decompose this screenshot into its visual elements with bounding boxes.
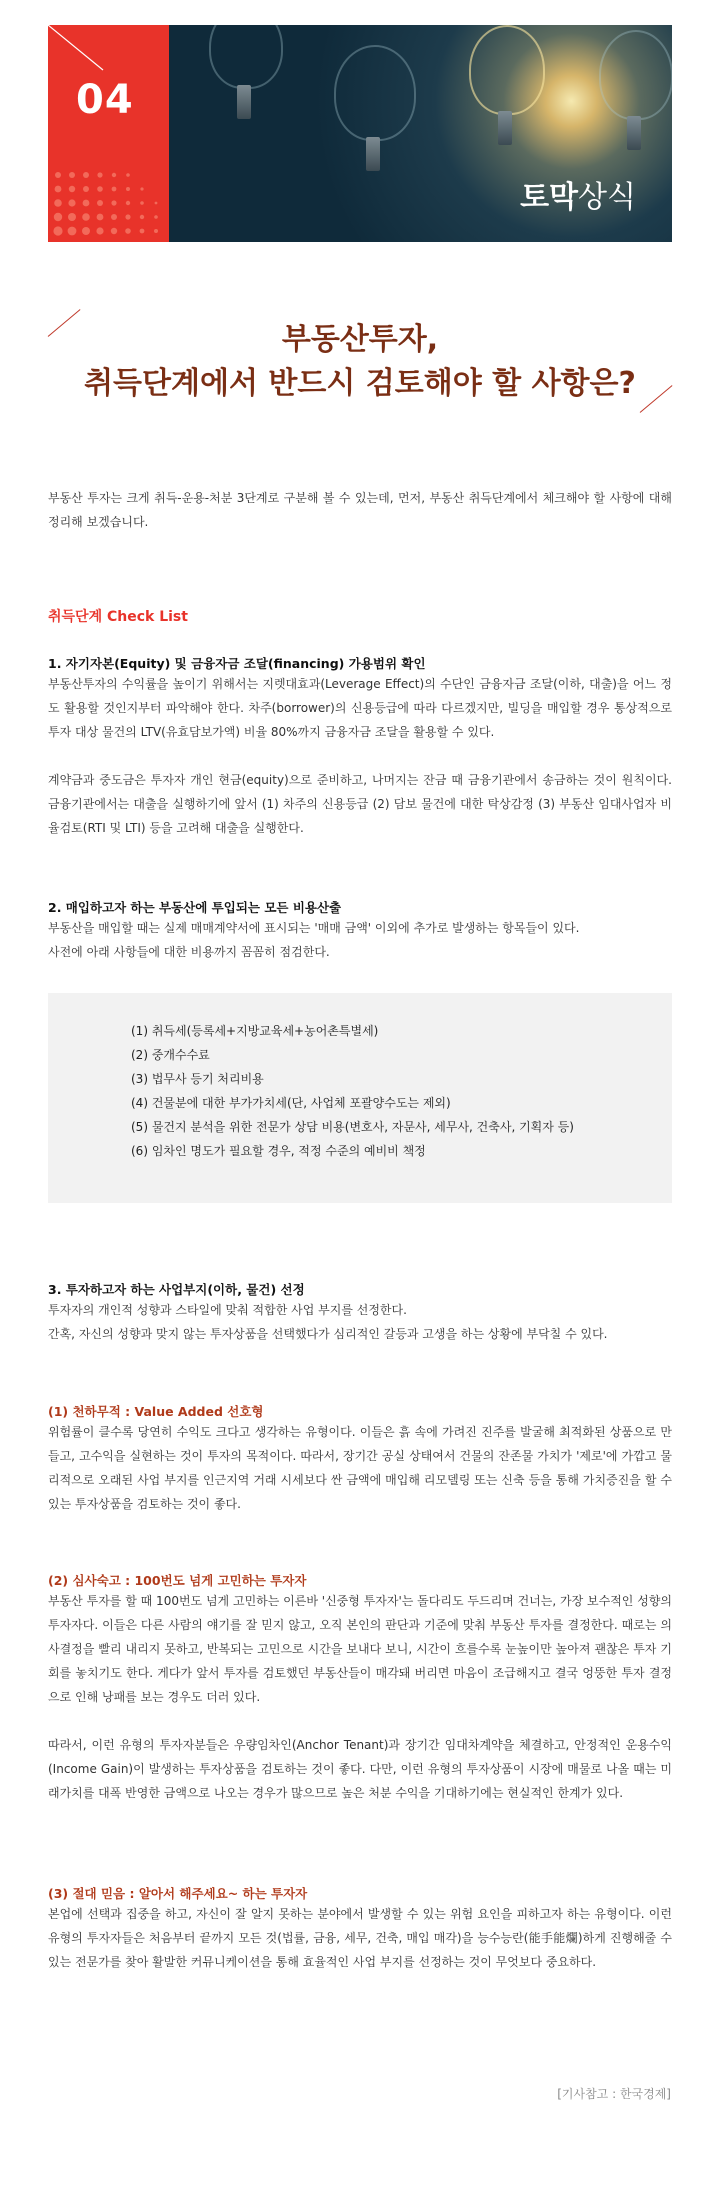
section-1-paragraph-1: 부동산투자의 수익률을 높이기 위해서는 지렛대효과(Leverage Effect)의 수단인 금융자금 조달(이하, 대출)을 어느 정도 활용할 것인지부터 파악해야 한다. 차주(borrower)의 신용등급에 따라 다르겠지만, 빌딩을 매입할 경우 통상적으로 투자 대상 물건의 LTV(유효담보가액) 비율 80%까지 금융자금 조달을 활용할 수 있다. [48, 677, 672, 739]
source-credit: [기사참고 : 한국경제] [557, 2087, 671, 2101]
list-item: (5) 물건지 분석을 위한 전문가 상담 비용(변호사, 자문사, 세무사, 건축사, 기획자 등) [131, 1120, 574, 1134]
lightbulb-base-icon [366, 137, 380, 171]
intro-paragraph: 부동산 투자는 크게 취득-운용-처분 3단계로 구분해 볼 수 있는데, 먼저, 부동산 취득단계에서 체크해야 할 사항에 대해 정리해 보겠습니다. [48, 491, 672, 529]
banner-title-bold: 토막 [520, 180, 579, 215]
type-2-paragraph-2: 따라서, 이런 유형의 투자자분들은 우량임차인(Anchor Tenant)과 장기간 임대차계약을 체결하고, 안정적인 운용수익(Income Gain)이 발생하는 투자상품을 검토하는 것이 좋다. 다만, 이런 유형의 투자상품이 시장에 매물로 나올 때는 미래가치를 대폭 반영한 금액으로 나오는 경우가 많으므로 높은 처분 수익을 기대하기에는 현실적인 한계가 있다. [48, 1738, 672, 1800]
list-item: (6) 임차인 명도가 필요할 경우, 적정 수준의 예비비 책정 [131, 1144, 426, 1158]
lightbulb-icon [469, 25, 545, 115]
type-1-paragraph: 위험률이 클수록 당연히 수익도 크다고 생각하는 유형이다. 이들은 흙 속에 가려진 진주를 발굴해 최적화된 상품으로 만들고, 고수익을 실현하는 것이 투자의 목적이다. 따라서, 장기간 공실 상태여서 건물의 잔존물 가치가 '제로'에 가깝고 물리적으로 오래된 사업 부지를 인근지역 거래 시세보다 싼 금액에 매입해 리모델링 또는 신축 등을 통해 가치증진을 할 수 있는 투자상품을 검토하는 것이 좋다. [48, 1425, 672, 1511]
header-banner [48, 25, 672, 242]
type-3-heading: (3) 절대 믿음 : 알아서 해주세요~ 하는 투자자 [48, 1886, 308, 1901]
section-2-paragraph-1: 부동산을 매입할 때는 실제 매매계약서에 표시되는 '매매 금액' 이외에 추가로 발생하는 항목들이 있다. [48, 921, 580, 935]
section-1-paragraph-2: 계약금과 중도금은 투자자 개인 현금(equity)으로 준비하고, 나머지는 잔금 때 금융기관에서 송금하는 것이 원칙이다. 금융기관에서는 대출을 실행하기에 앞서 (1) 차주의 신용등급 (2) 담보 물건에 대한 탁상감정 (3) 부동산 임대사업자 비율검토(RTI 및 LTI) 등을 고려해 대출을 실행한다. [48, 773, 672, 835]
banner-title [520, 172, 636, 216]
section-3-heading: 3. 투자하고자 하는 사업부지(이하, 물건) 선정 [48, 1282, 305, 1297]
article-title [48, 318, 672, 406]
lightbulb-base-icon [627, 116, 641, 150]
list-item: (4) 건물분에 대한 부가가치세(단, 사업체 포괄양수도는 제외) [131, 1096, 451, 1110]
section-2-heading: 2. 매입하고자 하는 부동산에 투입되는 모든 비용산출 [48, 900, 342, 915]
list-item: (2) 중개수수료 [131, 1048, 210, 1062]
lightbulb-base-icon [498, 111, 512, 145]
section-2-paragraph-2: 사전에 아래 사항들에 대한 비용까지 꼼꼼히 점검한다. [48, 945, 330, 959]
type-2-heading: (2) 심사숙고 : 100번도 넘게 고민하는 투자자 [48, 1573, 307, 1588]
halftone-decoration [48, 25, 169, 242]
lightbulb-icon [334, 45, 416, 141]
article-title-line1: 부동산투자, [281, 322, 439, 357]
type-3-paragraph: 본업에 선택과 집중을 하고, 자신이 잘 알지 못하는 분야에서 발생할 수 있는 위험 요인을 피하고자 하는 유형이다. 이런 유형의 투자자들은 처음부터 끝까지 모든 것(법률, 금융, 세무, 건축, 매입 매각)을 능수능란(能手能爛)하게 진행해줄 수 있는 전문가를 찾아 활발한 커뮤니케이션을 통해 효율적인 사업 부지를 선정하는 것이 무엇보다 중요하다. [48, 1907, 672, 1969]
lightbulb-icon [599, 30, 672, 120]
section-1-heading: 1. 자기자본(Equity) 및 금융자금 조달(financing) 가용범위 확인 [48, 656, 426, 671]
type-1-heading: (1) 천하무적 : Value Added 선호형 [48, 1404, 264, 1419]
list-item: (1) 취득세(등록세+지방교육세+농어촌특별세) [131, 1024, 379, 1038]
section-3-paragraph-2: 간혹, 자신의 성향과 맞지 않는 투자상품을 선택했다가 심리적인 갈등과 고생을 하는 상황에 부닥칠 수 있다. [48, 1327, 608, 1341]
type-2-paragraph-1: 부동산 투자를 할 때 100번도 넘게 고민하는 이른바 '신중형 투자자'는 돌다리도 두드리며 건너는, 가장 보수적인 성향의 투자자다. 이들은 다른 사람의 얘기를 잘 믿지 않고, 오직 본인의 판단과 기준에 맞춰 부동산 투자를 결정한다. 때로는 의사결정을 빨리 내리지 못하고, 반복되는 고민으로 시간을 보내다 보니, 시간이 흐를수록 눈높이만 높아져 괜찮은 투자 기회를 놓치기도 한다. 게다가 앞서 투자를 검토했던 부동산들이 매각돼 버리면 마음이 조급해지고 결국 엉뚱한 투자 결정으로 인해 낭패를 보는 경우도 더러 있다. [48, 1594, 672, 1704]
lightbulb-icon [209, 25, 283, 89]
cost-items-box [48, 993, 672, 1203]
number-panel [48, 25, 169, 242]
banner-title-light: 상식 [578, 180, 636, 215]
checklist-heading: 취득단계 Check List [48, 609, 188, 625]
section-3-paragraph-1: 투자자의 개인적 성향과 스타일에 맞춰 적합한 사업 부지를 선정한다. [48, 1303, 407, 1317]
section-number: 04 [76, 77, 134, 123]
list-item: (3) 법무사 등기 처리비용 [131, 1072, 264, 1086]
article-title-line2: 취득단계에서 반드시 검토해야 할 사항은? [84, 366, 636, 401]
lightbulb-base-icon [237, 85, 251, 119]
cost-items-list [131, 1019, 574, 1163]
